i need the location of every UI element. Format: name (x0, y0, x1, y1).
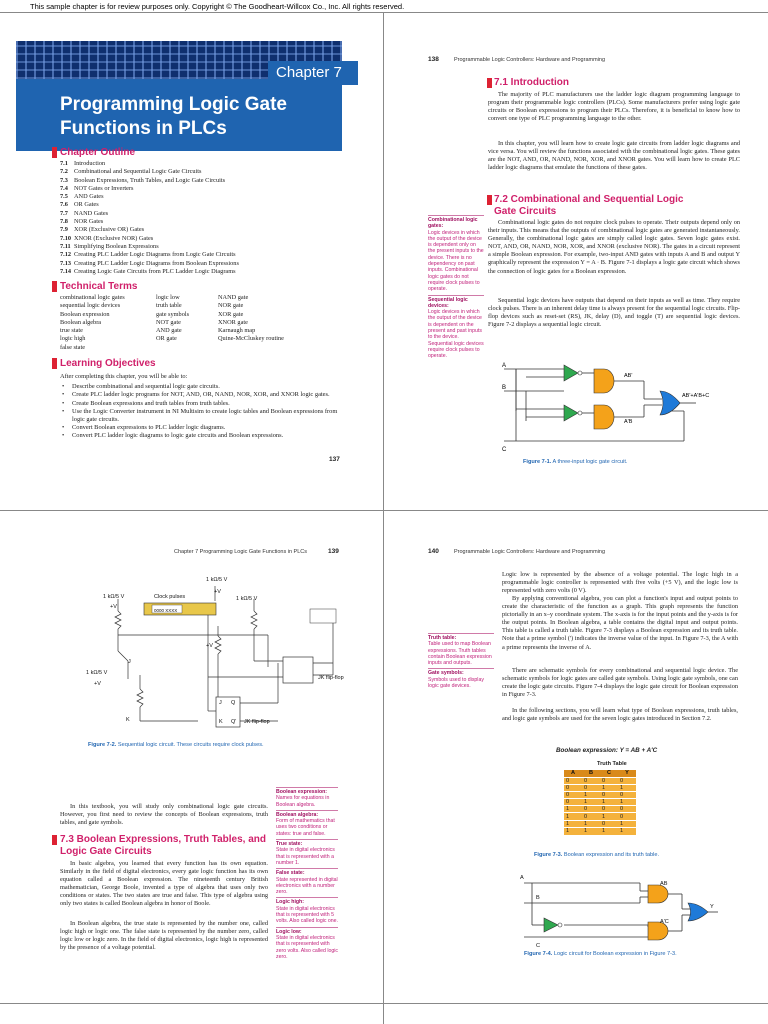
intro-paragraph: In this textbook, you will study only combinational logic gate circuits. However, you first need to review the concepts of Boolean expressions, truth tables, and gate symbols. (60, 803, 268, 827)
glossary-term: Boolean expression: (276, 787, 338, 795)
section-7-2-para2: Sequential logic devices have outputs that depend on their inputs as well as time. They require clock pulses. There is an inherent delay time is always present for the sequential logic circuits. Flip-flop devices such as reset-set (RS), JK, delay (D), and toggle (T) are sequential logic devices. Figure 7-2 displays a sequential logic circuit. (488, 297, 740, 329)
outline-item (60, 177, 350, 185)
truth-table-column-header: B (582, 770, 600, 777)
outline-item-text: NAND Gates (74, 209, 109, 217)
outline-item (60, 168, 350, 176)
fig1-label-b: B (502, 385, 507, 391)
outline-item-number: 7.6 (60, 201, 68, 209)
technical-term (218, 344, 338, 352)
fig2-v-mid: +V (206, 643, 213, 649)
figure-7-3-caption (534, 852, 659, 858)
objective-item: • Convert PLC ladder logic diagrams to logic gate circuits and Boolean expressions. (60, 432, 340, 440)
outline-item-number: 7.7 (60, 209, 68, 217)
glossary-definition: Form of mathematics that uses two conditions or states: true and false. (276, 818, 335, 837)
truth-table-cell: 0 (618, 813, 636, 820)
technical-term: NAND gate (218, 294, 249, 301)
glossary-term: Gate symbols: (428, 668, 494, 676)
objective-item: • Convert Boolean expressions to PLC ladder logic diagrams. (60, 424, 340, 432)
truth-table-cell: 0 (564, 777, 582, 784)
truth-table-column-header: A (564, 770, 582, 777)
chapter-title-line1: Programming Logic Gate (60, 94, 287, 115)
outline-item-number: 7.4 (60, 184, 68, 192)
outline-heading-bar (52, 147, 57, 158)
fig2-ff-j: J (219, 700, 222, 706)
outline-item (60, 193, 350, 201)
technical-term: sequential logic devices (60, 302, 121, 310)
outline-item-text: Boolean Expressions, Truth Tables, and Logic Gate Circuits (74, 176, 226, 184)
truth-table-column-header: Y (618, 770, 636, 777)
outline-item-number: 7.11 (60, 242, 71, 250)
outline-heading: Chapter Outline (60, 147, 136, 158)
truth-table-cell: 0 (618, 806, 636, 813)
chapter-title-line2: Functions in PLCs (60, 118, 227, 139)
truth-table-row (564, 827, 636, 834)
margin-glossary (428, 213, 484, 360)
technical-term: NOT gate (156, 318, 181, 326)
truth-table-cell: 0 (600, 791, 618, 798)
fig1-label-a-not-b: A'B (624, 419, 633, 425)
chapter-title (60, 93, 287, 141)
outline-item (60, 268, 350, 276)
outline-item-number: 7.9 (60, 226, 68, 234)
truth-table-cell: 0 (600, 820, 618, 827)
technical-term (156, 344, 218, 352)
chapter-banner (16, 41, 342, 151)
figure-7-2-number: Figure 7-2. (88, 742, 117, 748)
truth-table-row (564, 791, 636, 798)
not-gate (544, 918, 558, 932)
truth-table-title: Truth Table (597, 761, 627, 767)
page-number: 140 (428, 548, 439, 555)
running-head: Programmable Logic Controllers: Hardware and Programming (454, 549, 606, 555)
truth-table-column-header: C (600, 770, 618, 777)
page-140 (384, 511, 768, 1003)
page-138 (384, 13, 768, 510)
figure-7-1-caption-text: A three-input logic gate circuit. (552, 459, 628, 465)
glossary-definition: Logic devices in which the output of the device is dependent on the present and past inputs to the device. Sequential logic devices require clock pulses to operate. (428, 309, 484, 360)
fig2-ff2-label: JK flip-flop (244, 719, 270, 725)
truth-table-cell: 1 (618, 784, 636, 791)
fig2-j-label: J (128, 659, 131, 665)
objectives-intro: After completing this chapter, you will be able to: (60, 373, 188, 380)
glossary-term: Logic low: (276, 927, 338, 935)
section-7-2-heading-line2: Gate Circuits (494, 206, 557, 217)
page-divider-bottom (0, 1003, 768, 1004)
glossary-term: Sequential logic devices: (428, 295, 484, 310)
outline-item-text: NOT Gates or Inverters (74, 184, 134, 192)
figure-7-1-caption (523, 459, 627, 465)
figure-7-1-number: Figure 7-1. (523, 459, 552, 465)
section-7-1-para2: In this chapter, you will learn how to create logic gate circuits from ladder logic diagrams and vice versa. You will review the functions associated with the combinational logic gates. These gates are the NOT, AND, OR, NAND, NOR, XOR, and XNOR gates. You will learn how to create PLC ladder logic diagrams that emulate the functions of these gates. (488, 140, 740, 172)
technical-term: gate symbols (156, 310, 190, 318)
truth-table-cell: 1 (600, 813, 618, 820)
objective-item: • Create PLC ladder logic programs for NOT, AND, OR, NAND, NOR, XOR, and XNOR logic gates. (60, 391, 340, 399)
learning-objectives (60, 373, 340, 441)
truth-table-cell: 1 (582, 827, 600, 834)
truth-table-cell: 0 (582, 806, 600, 813)
technical-term: false state (60, 343, 86, 351)
truth-table-cell: 1 (618, 827, 636, 834)
technical-term: Quine-McCluskey routine (218, 335, 284, 343)
copyright-notice: This sample chapter is for review purposes only. Copyright © The Goodheart-Willcox Co., Inc. All rights reserved. (30, 2, 405, 11)
truth-table-cell: 1 (582, 799, 600, 806)
page-number: 138 (428, 56, 439, 63)
truth-table-cell: 0 (618, 791, 636, 798)
not-gate-bottom (564, 405, 578, 421)
outline-item (60, 226, 350, 234)
figure-7-2-diagram (78, 571, 358, 731)
outline-item-number: 7.3 (60, 176, 68, 184)
sec2-heading-bar (487, 195, 492, 205)
outline-item (60, 160, 350, 168)
fig2-v-left: +V (110, 604, 117, 610)
outline-item-text: XNOR (Exclusive NOR) Gates (74, 234, 154, 242)
outline-item-number: 7.8 (60, 218, 68, 226)
outline-item-number: 7.13 (60, 259, 72, 267)
fig2-ff-q: Q (231, 700, 236, 706)
technical-term: OR gate (156, 335, 177, 343)
truth-table-cell: 0 (564, 791, 582, 798)
section-7-2-para1: Combinational logic gates do not require clock pulses to operate. Their outputs depend only on their inputs. This means that the outputs of combinational logic gates are generated instantaneously. Generally, the combinational logic gates are simply called logic gates. Seven logic gates exist. NOT, AND, OR, NAND, NOR, XOR, and XNOR (exclusive NOR). The gates in a circuit represent a simple Boolean expression. For example, two-input AND gates with inputs A and B and output Y graphically represent the expression Y = A · B. Figure 7-1 displays a logic gate circuit which shows the connection of logic gates for a Boolean expression. (488, 219, 740, 275)
glossary-definition: State in digital electronics that is represented with 5 volts. Also called logic one. (276, 905, 338, 925)
fig1-label-c: C (502, 447, 507, 453)
outline-item (60, 251, 350, 259)
truth-table-row (564, 806, 636, 813)
figure-7-4-caption (524, 951, 677, 957)
outline-item (60, 210, 350, 218)
truth-table-cell: 1 (564, 820, 582, 827)
terms-heading-bar (52, 281, 57, 292)
outline-item-number: 7.12 (60, 251, 72, 259)
technical-term: Karnaugh map (218, 327, 256, 335)
outline-item-text: Creating PLC Ladder Logic Diagrams from Boolean Expressions (74, 259, 239, 267)
outline-item-number: 7.5 (60, 193, 68, 201)
p4-para3: There are schematic symbols for every combinational and sequential logic device. The schematic symbols for logic gates are called gate symbols. Using logic gate symbols, one can create the logic gate circuits. Figure 7-4 displays the logic gate circuit for Boolean expression in Figure 7-3. (502, 667, 738, 699)
figure-7-2-caption-text: Sequential logic circuit. These circuits require clock pulses. (117, 742, 264, 748)
p4-para4: In the following sections, you will learn what type of Boolean expressions, truth tables, and logic gate symbols are used for the seven logic gates introduced in Section 7.2. (502, 707, 738, 723)
running-head: Chapter 7 Programming Logic Gate Functions in PLCs (174, 549, 307, 555)
truth-table-cell: 0 (582, 813, 600, 820)
truth-table-cell: 0 (582, 784, 600, 791)
objective-item: • Use the Logic Converter instrument in NI Multisim to create logic tables and Boolean expressions from logic gate circuits. (60, 408, 340, 424)
glossary-definition: Names for equations in Boolean algebra. (276, 795, 330, 808)
truth-table-cell: 1 (582, 820, 600, 827)
fig2-resistor-top: 1 kΩ/5 V (206, 577, 228, 583)
technical-term: combinational logic gates (60, 294, 125, 301)
boolean-expression-label: Boolean expression: Y = AB + A'C (556, 747, 658, 754)
outline-item-text: OR Gates (74, 201, 99, 209)
truth-table-cell: 0 (564, 784, 582, 791)
page-number: 139 (328, 548, 339, 555)
outline-item-text: Combinational and Sequential Logic Gate Circuits (74, 168, 202, 176)
figure-7-3-number: Figure 7-3. (534, 852, 563, 858)
truth-table-cell: 1 (582, 791, 600, 798)
fig2-counter-value: 0000 XXXX (154, 608, 178, 613)
figure-7-4-diagram (520, 873, 720, 951)
glossary-term: Logic high: (276, 897, 338, 905)
outline-item-text: Simplifying Boolean Expressions (74, 242, 159, 250)
outline-item-number: 7.1 (60, 160, 68, 167)
technical-term: NOR gate (218, 302, 244, 310)
or-gate (688, 903, 708, 921)
glossary-term: Combinational logic gates: (428, 215, 484, 230)
fig2-resistor-left: 1 kΩ/5 V (103, 594, 125, 600)
technical-term: AND gate (156, 327, 182, 335)
figure-7-2-caption (88, 742, 264, 748)
page-number: 137 (329, 456, 340, 463)
figure-7-4-caption-text: Logic circuit for Boolean expression in Figure 7-3. (553, 951, 677, 957)
figure-7-1-diagram (504, 361, 734, 461)
truth-table-row (564, 813, 636, 820)
truth-table-cell: 0 (618, 777, 636, 784)
page-139 (0, 511, 383, 1003)
truth-table-cell: 1 (600, 799, 618, 806)
technical-term: logic low (156, 294, 180, 301)
jk-flip-flop-1 (283, 657, 313, 683)
outline-item (60, 218, 350, 226)
section-7-3-para2: In Boolean algebra, the true state is represented by the number one, called logic high or logic one. The false state is represented by the number zero, called logic low or logic zero. In the field of digital electronics, logic high is represented by the presence of a voltage potential. (60, 920, 268, 952)
truth-table (564, 770, 636, 835)
glossary-term: False state: (276, 868, 338, 876)
section-7-3-heading-line2: Logic Gate Circuits (60, 846, 152, 857)
outline-item (60, 260, 350, 268)
truth-table-cell: 1 (564, 806, 582, 813)
objectives-list (60, 383, 340, 440)
fig1-label-a: A (502, 363, 507, 369)
fig2-k-label: K (126, 717, 130, 723)
p4-para2: By applying conventional algebra, you can plot a function's input and output points to create the characteristic of the function as a graph. This graph represents the function pictorially in an x–y coordinate system. The x-axis is for the input points and the y-axis is for the output points. In Boolean algebra, a table contains the digital input and output points. This table is called a truth table. Figure 7-3 displays a Boolean expression and its truth table. Note that a prime symbol (') indicates the inverse value of the input. In Figure 7-3, the A with a prime represents the inverse of A. (502, 595, 738, 651)
objective-item: • Describe combinational and sequential logic gate circuits. (60, 383, 340, 391)
running-head: Programmable Logic Controllers: Hardware and Programming (454, 57, 606, 63)
glossary-definition: Logic devices in which the output of the device is dependent only on the present inputs to the device. There is no dependency on past inputs. Combinational logic gates do not require clock pulses to operate. (428, 229, 484, 293)
outline-item-text: XOR (Exclusive OR) Gates (74, 226, 145, 234)
fig2-ff-qprime: Q' (231, 719, 237, 725)
section-7-1-para1: The majority of PLC manufacturers use the ladder logic diagram programming language to program their programmable logic controllers (PLCs). Some manufacturers prefer using logic gate circuits or Boolean expressions to program their PLCs. Therefore, it is beneficial to know how to convert one type of PLC programming language to the other. (488, 91, 740, 123)
section-7-1-heading: 7.1 Introduction (494, 77, 569, 88)
fig2-v-top: +V (214, 589, 221, 595)
glossary-definition: State in digital electronics that is represented with a number 1. (276, 847, 335, 866)
and-gate-top (594, 369, 614, 393)
technical-term: logic high (60, 335, 86, 343)
fig1-label-output: AB'+A'B+C (682, 393, 710, 399)
page-137 (0, 13, 383, 510)
outline-item-text: Creating Logic Gate Circuits from PLC Ladder Logic Diagrams (74, 267, 236, 275)
truth-table-row (564, 820, 636, 827)
section-7-3-heading-line1: 7.3 Boolean Expressions, Truth Tables, and (60, 834, 266, 845)
glossary-definition: State represented in digital electronics with a number zero. (276, 876, 338, 896)
technical-term: XOR gate (218, 310, 244, 318)
margin-glossary (276, 785, 338, 960)
truth-table-cell: 0 (582, 777, 600, 784)
truth-table-header (564, 770, 636, 777)
outline-item-text: Introduction (74, 160, 106, 167)
fig2-ff1-label: JK flip-flop (318, 675, 344, 681)
technical-terms (60, 294, 350, 352)
technical-term: true state (60, 327, 83, 335)
truth-table-cell: 0 (564, 799, 582, 806)
technical-term: XNOR gate (218, 318, 248, 326)
outline-item-text: AND Gates (74, 193, 104, 201)
outline-item-number: 7.14 (60, 267, 72, 275)
section-7-2-heading-line1: 7.2 Combinational and Sequential Logic (494, 194, 684, 205)
outline-item (60, 201, 350, 209)
figure-7-3-caption-text: Boolean expression and its truth table. (563, 852, 660, 858)
margin-glossary (428, 631, 494, 689)
glossary-definition: State in digital electronics that is represented with zero volts. Also called logic zero. (276, 934, 338, 960)
fig2-resistor-lower: 1 kΩ/5 V (86, 670, 108, 676)
and-gate-ab (648, 885, 668, 903)
outline-item-text: Creating PLC Ladder Logic Diagrams from Logic Gate Circuits (74, 251, 236, 259)
fig4-label-ab: AB (660, 881, 668, 887)
terms-heading: Technical Terms (60, 281, 138, 292)
chapter-label: Chapter 7 (268, 61, 358, 85)
truth-table-body (564, 777, 636, 835)
truth-table-cell: 1 (564, 813, 582, 820)
section-7-2-heading (494, 194, 683, 218)
truth-table-cell: 1 (564, 827, 582, 834)
fig2-clock-label: Clock pulses (154, 594, 186, 600)
truth-table-row (564, 784, 636, 791)
fig4-label-a: A (520, 875, 524, 881)
truth-table-cell: 1 (618, 799, 636, 806)
truth-table-cell: 1 (618, 820, 636, 827)
technical-term: Boolean expression (60, 310, 110, 318)
outline-item-number: 7.10 (60, 234, 72, 242)
p4-para1: Logic low is represented by the absence of a voltage potential. The logic high in a programmable logic controller is represented with five volts (+5 V), and the logic low is represented with zero volts (0 V). (502, 571, 738, 595)
outline-item (60, 185, 350, 193)
objectives-heading: Learning Objectives (60, 358, 156, 369)
glossary-definition: Symbols used to display logic gate devices. (428, 676, 484, 690)
fig2-resistor-mid: 1 kΩ/5 V (236, 596, 258, 602)
and-gate-bottom (594, 405, 614, 429)
truth-table-cell: 1 (600, 827, 618, 834)
sec1-heading-bar (487, 78, 492, 88)
outline-item-number: 7.2 (60, 168, 68, 176)
not-gate-top (564, 365, 578, 381)
glossary-term: Boolean algebra: (276, 810, 338, 818)
section-7-3-para1: In basic algebra, you learned that every function has its own equation. Similarly in the field of digital electronics, every gate logic function has its own equation called a Boolean expression. The nineteenth century British mathematician, George Boole, invented a type of algebra that uses only two conditions or states. The two states are true and false. This type of algebra using only two states is called Boolean algebra in honor of Boole. (60, 860, 268, 908)
glossary-term: Truth table: (428, 633, 494, 641)
technical-term: Boolean algebra (60, 318, 102, 326)
outline-item (60, 243, 350, 251)
fig4-label-c: C (536, 943, 541, 949)
truth-table-cell: 0 (600, 777, 618, 784)
fig4-label-b: B (536, 895, 540, 901)
glossary-definition: Table used to map Boolean expressions. Truth tables contain Boolean expression inputs and outputs. (428, 641, 492, 667)
truth-table-cell: 1 (600, 784, 618, 791)
objective-item: • Create Boolean expressions and truth tables from truth tables. (60, 400, 340, 408)
chapter-outline (60, 160, 350, 276)
fig2-v-lower: +V (94, 681, 101, 687)
fig4-label-y: Y (710, 904, 714, 910)
figure-7-4-number: Figure 7-4. (524, 951, 553, 957)
glossary-term: True state: (276, 839, 338, 847)
technical-term: truth table (156, 302, 182, 310)
truth-table-row (564, 799, 636, 806)
sec3-heading-bar (52, 835, 57, 845)
truth-table-row (564, 777, 636, 784)
truth-table-cell: 0 (600, 806, 618, 813)
outline-item-text: NOR Gates (74, 218, 104, 226)
outline-item (60, 235, 350, 243)
fig4-label-anc: A'C (660, 919, 669, 925)
section-7-3-heading (60, 834, 266, 858)
fig2-ff-k: K (219, 719, 223, 725)
fig1-label-ab-not: AB' (624, 373, 633, 379)
objectives-heading-bar (52, 358, 57, 369)
